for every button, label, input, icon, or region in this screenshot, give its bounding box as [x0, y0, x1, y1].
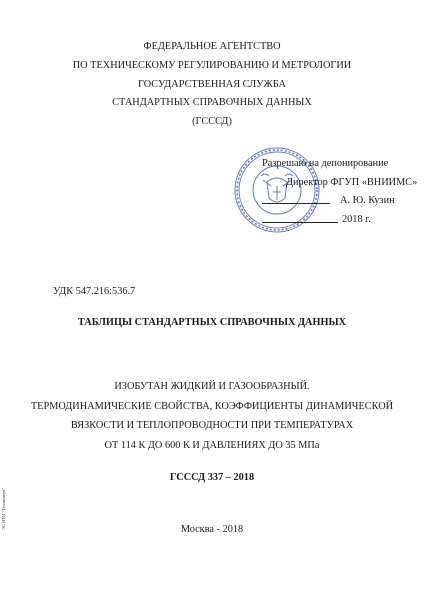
title-line-1: ИЗОБУТАН ЖИДКИЙ И ГАЗООБРАЗНЫЙ. — [114, 381, 310, 392]
document-type: ТАБЛИЦЫ СТАНДАРТНЫХ СПРАВОЧНЫХ ДАННЫХ — [77, 317, 347, 328]
place-year: Москва - 2018 — [180, 524, 244, 535]
title-line-4: ОТ 114 К ДО 600 К И ДАВЛЕНИЯХ ДО 35 МПа — [104, 440, 320, 451]
header-line-4: СТАНДАРТНЫХ СПРАВОЧНЫХ ДАННЫХ — [112, 97, 312, 108]
approval-director: Директор ФГУП «ВНИИМС» — [286, 177, 418, 188]
approval-date: 2018 г. — [342, 214, 371, 225]
title-line-3: ВЯЗКОСТИ И ТЕПЛОПРОВОДНОСТИ ПРИ ТЕМПЕРАТУРАХ — [70, 420, 354, 431]
approval-line-1: Разрешаю на депонирование — [262, 158, 389, 169]
signature-underline — [262, 203, 330, 204]
side-watermark-note: ЭС ИТИ "Техэксперт" — [1, 487, 6, 530]
approval-name: А. Ю. Кузин — [340, 195, 395, 206]
header-line-2: ПО ТЕХНИЧЕСКОМУ РЕГУЛИРОВАНИЮ И МЕТРОЛОГИИ — [72, 60, 352, 71]
document-number: ГСССД 337 – 2018 — [169, 472, 255, 483]
header-line-5: (ГСССД) — [192, 116, 232, 127]
udc-code: УДК 547.216:536.7 — [53, 286, 136, 297]
header-line-3: ГОСУДАРСТВЕННАЯ СЛУЖБА — [138, 79, 286, 90]
title-line-2: ТЕРМОДИНАМИЧЕСКИЕ СВОЙСТВА, КОЭФФИЦИЕНТЫ ДИНАМИЧЕСКОЙ — [30, 401, 394, 412]
header-line-1: ФЕДЕРАЛЬНОЕ АГЕНТСТВО — [143, 41, 281, 52]
date-underline — [262, 222, 338, 223]
